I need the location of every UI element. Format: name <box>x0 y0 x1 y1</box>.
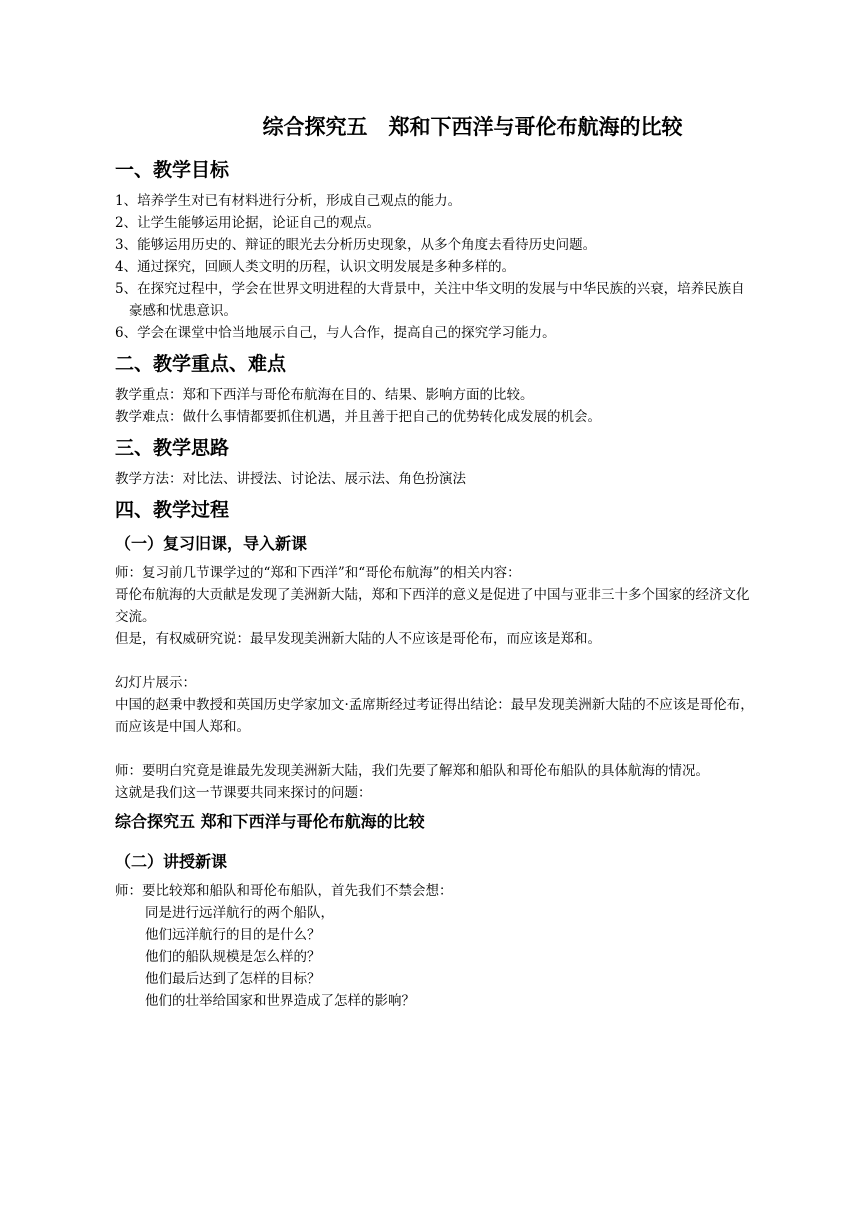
spacer <box>115 738 755 760</box>
teaching-methods-line: 教学方法：对比法、讲授法、讨论法、展示法、角色扮演法 <box>115 471 466 487</box>
section-heading-process: 四、教学过程 <box>115 499 230 521</box>
goals-list <box>115 190 755 344</box>
goal-item: 1、培养学生对已有材料进行分析，形成自己观点的能力。 <box>115 193 462 209</box>
goal-item: 4、通过探究，回顾人类文明的历程，认识文明发展是多种多样的。 <box>115 259 516 275</box>
question-line: 他们远洋航行的目的是什么？ <box>145 927 321 943</box>
teacher-text: 师：要明白究竟是谁最先发现美洲新大陆，我们先要了解郑和船队和哥伦布船队的具体航海的情况。 <box>115 763 709 779</box>
goal-item: 2、让学生能够运用论据，论证自己的观点。 <box>115 215 381 231</box>
section-teaching-goals <box>115 156 755 344</box>
goal-item: 5、在探究过程中，学会在世界文明进程的大背景中，关注中华文明的发展与中华民族的兴衰，培养民族自豪感和忧患意识。 <box>115 281 745 319</box>
review-line: 哥伦布航海的大贡献是发现了美洲新大陆，郑和下西洋的意义是促进了中国与亚非三十多个国家的经济文化交流。 <box>115 587 750 625</box>
topic-title: 综合探究五 郑和下西洋与哥伦布航海的比较 <box>115 812 425 831</box>
section-heading-approach: 三、教学思路 <box>115 437 230 459</box>
section-teaching-process <box>115 496 755 1012</box>
slide-text: 中国的赵秉中教授和英国历史学家加文·孟席斯经过考证得出结论：最早发现美洲新大陆的不应该是哥伦布，而应该是中国人郑和。 <box>115 697 754 735</box>
section-heading-goals: 一、教学目标 <box>115 159 230 181</box>
topic-intro: 这就是我们这一节课要共同来探讨的问题： <box>115 785 372 801</box>
slide-label: 幻灯片展示： <box>115 675 196 691</box>
subsection-heading-review: （一）复习旧课，导入新课 <box>115 534 308 553</box>
question-line: 他们的船队规模是怎么样的？ <box>145 949 321 965</box>
document-page <box>115 112 755 1018</box>
question-line: 他们的壮举给国家和世界造成了怎样的影响？ <box>145 993 415 1009</box>
document-title: 综合探究五 郑和下西洋与哥伦布航海的比较 <box>262 115 683 139</box>
key-point-line: 教学重点：郑和下西洋与哥伦布航海在目的、结果、影响方面的比较。 <box>115 387 534 403</box>
review-line: 但是，有权威研究说：最早发现美洲新大陆的人不应该是哥伦布，而应该是郑和。 <box>115 631 601 647</box>
section-teaching-approach <box>115 434 755 490</box>
new-lesson-intro: 师：要比较郑和船队和哥伦布船队，首先我们不禁会想： <box>115 883 453 899</box>
goal-item: 6、学会在课堂中恰当地展示自己，与人合作，提高自己的探究学习能力。 <box>115 325 556 341</box>
difficulty-line: 教学难点：做什么事情都要抓住机遇，并且善于把自己的优势转化成发展的机会。 <box>115 409 601 425</box>
section-key-points <box>115 350 755 428</box>
spacer <box>115 650 755 672</box>
subsection-heading-new-lesson: （二）讲授新课 <box>115 852 228 871</box>
question-line: 他们最后达到了怎样的目标？ <box>145 971 321 987</box>
review-line: 师：复习前几节课学过的“郑和下西洋”和“哥伦布航海”的相关内容： <box>115 565 521 581</box>
goal-item: 3、能够运用历史的、辩证的眼光去分析历史现象，从多个角度去看待历史问题。 <box>115 237 597 253</box>
section-heading-key-points: 二、教学重点、难点 <box>115 353 287 375</box>
question-line: 同是进行远洋航行的两个船队， <box>145 905 334 921</box>
